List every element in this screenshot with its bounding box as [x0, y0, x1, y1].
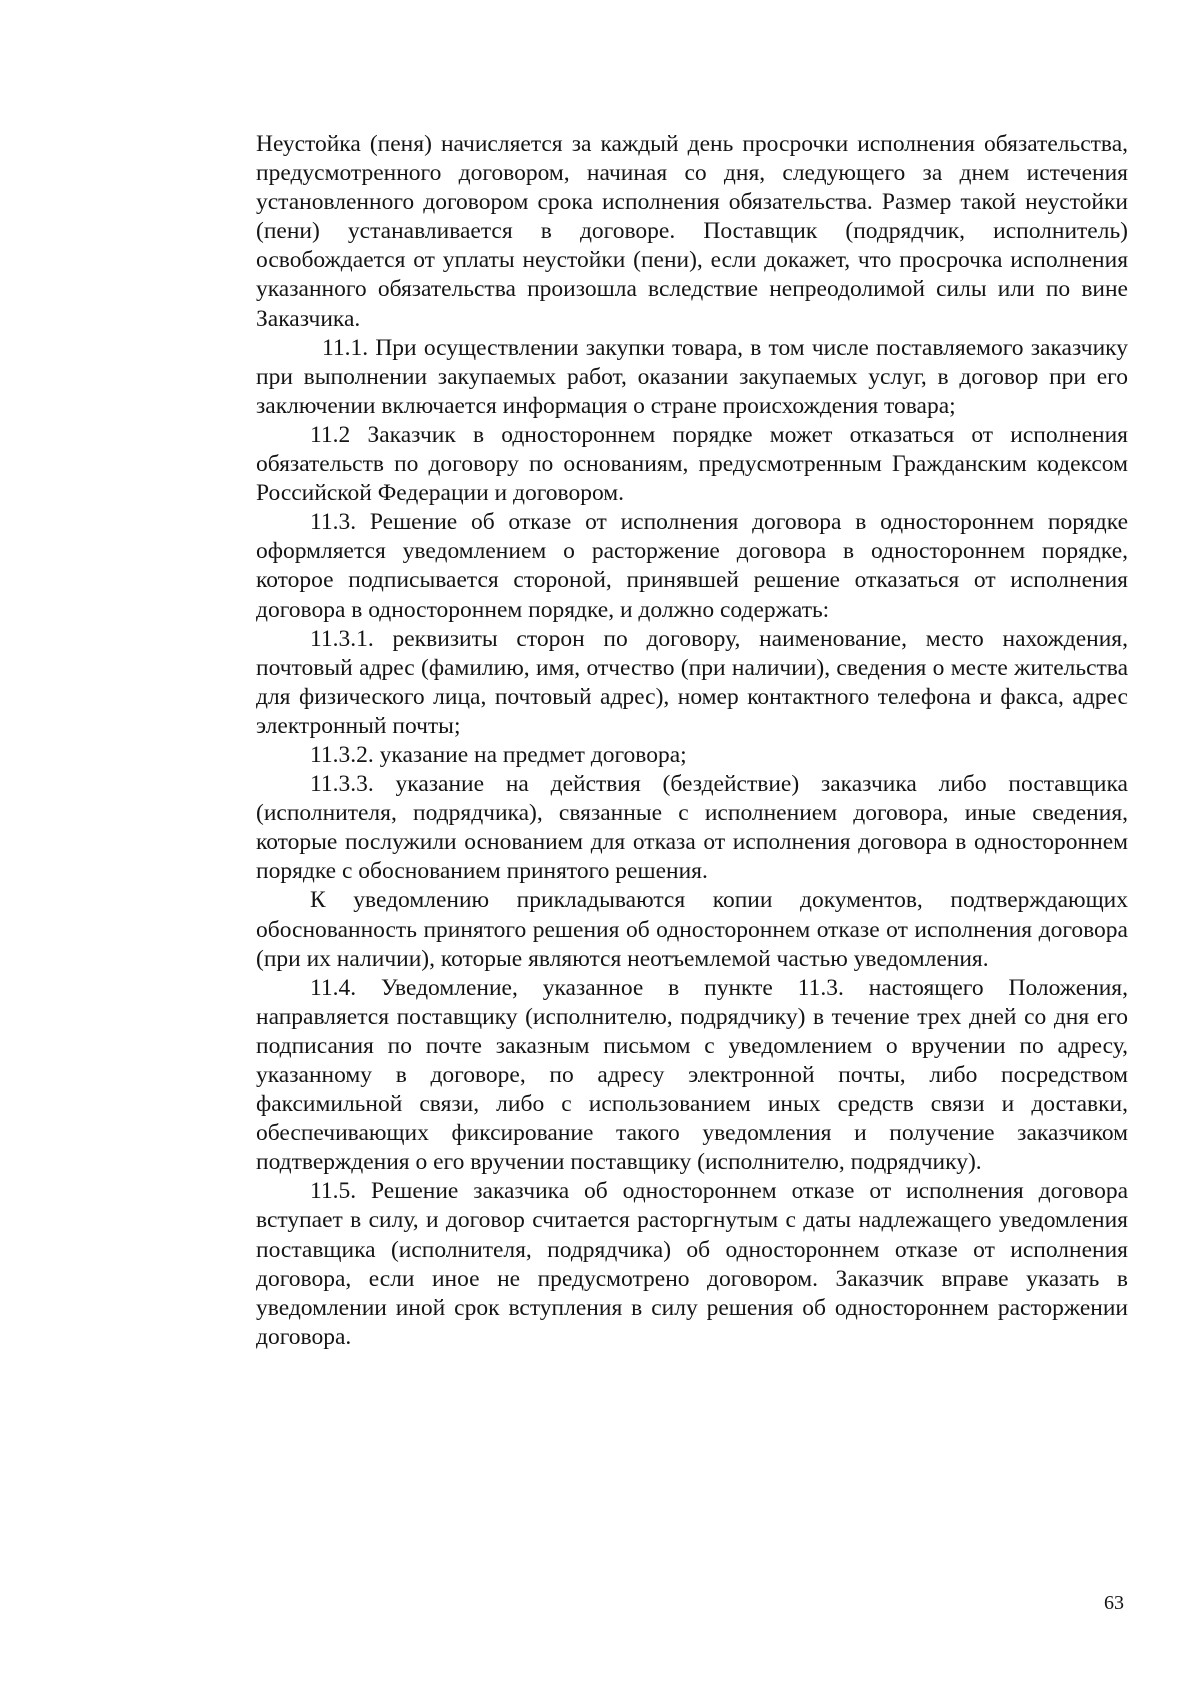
- paragraph-penalty: Неустойка (пеня) начисляется за каждый день просрочки исполнения обязательства, предусмотренного договором, начиная со дня, следующего за днем истечения установленного договором срока исполнения обязательства. Размер такой неустойки (пени) устанавливается в договоре. Поставщик (подрядчик, исполнитель) освобождается от уплаты неустойки (пени), если докажет, что просрочка исполнения указанного обязательства произошла вследствие непреодолимой силы или по вине Заказчика.: [256, 131, 1128, 332]
- document-body: [256, 130, 1128, 1352]
- paragraph-attachments: К уведомлению прикладываются копии документов, подтверждающих обоснованность принятого решения об одностороннем отказе от исполнения договора (при их наличии), которые являются неотъемлемой частью уведомления.: [256, 887, 1128, 972]
- paragraph-11-5: 11.5. Решение заказчика об одностороннем отказе от исполнения договора вступает в силу, и договор считается расторгнутым с даты надлежащего уведомления поставщика (исполнителя, подрядчика) об одностороннем отказе от исполнения договора, если иное не предусмотрено договором. Заказчик вправе указать в уведомлении иной срок вступления в силу решения об одностороннем расторжении договора.: [256, 1178, 1128, 1350]
- paragraph-11-3-3: 11.3.3. указание на действия (бездействие) заказчика либо поставщика (исполнителя, подрядчика), связанные с исполнением договора, иные сведения, которые послужили основанием для отказа от исполнения договора в одностороннем порядке с обоснованием принятого решения.: [256, 771, 1128, 885]
- paragraph-11-3: 11.3. Решение об отказе от исполнения договора в одностороннем порядке оформляется уведомлением о расторжение договора в одностороннем порядке, которое подписывается стороной, принявшей решение отказаться от исполнения договора в одностороннем порядке, и должно содержать:: [256, 509, 1128, 623]
- paragraph-11-3-2: 11.3.2. указание на предмет договора;: [310, 741, 687, 768]
- paragraph-11-1: 11.1. При осуществлении закупки товара, в том числе поставляемого заказчику при выполнении закупаемых работ, оказании закупаемых услуг, в договор при его заключении включается информация о стране происхождения товара;: [256, 334, 1128, 419]
- paragraph-11-4: 11.4. Уведомление, указанное в пункте 11.3. настоящего Положения, направляется поставщику (исполнителю, подрядчику) в течение трех дней со дня его подписания по почте заказным письмом с уведомлением о вручении по адресу, указанному в договоре, по адресу электронной почты, либо посредством факсимильной связи, либо с использованием иных средств связи и доставки, обеспечивающих фиксирование такого уведомления и получение заказчиком подтверждения о его вручении поставщику (исполнителю, подрядчику).: [256, 974, 1128, 1176]
- page-number: 63: [1104, 1592, 1124, 1614]
- paragraph-11-2: 11.2 Заказчик в одностороннем порядке может отказаться от исполнения обязательств по договору по основаниям, предусмотренным Гражданским кодексом Российской Федерации и договором.: [256, 421, 1128, 507]
- paragraph-11-3-1: 11.3.1. реквизиты сторон по договору, наименование, место нахождения, почтовый адрес (фамилию, имя, отчество (при наличии), сведения о месте жительства для физического лица, почтовый адрес), номер контактного телефона и факса, адрес электронный почты;: [256, 625, 1128, 739]
